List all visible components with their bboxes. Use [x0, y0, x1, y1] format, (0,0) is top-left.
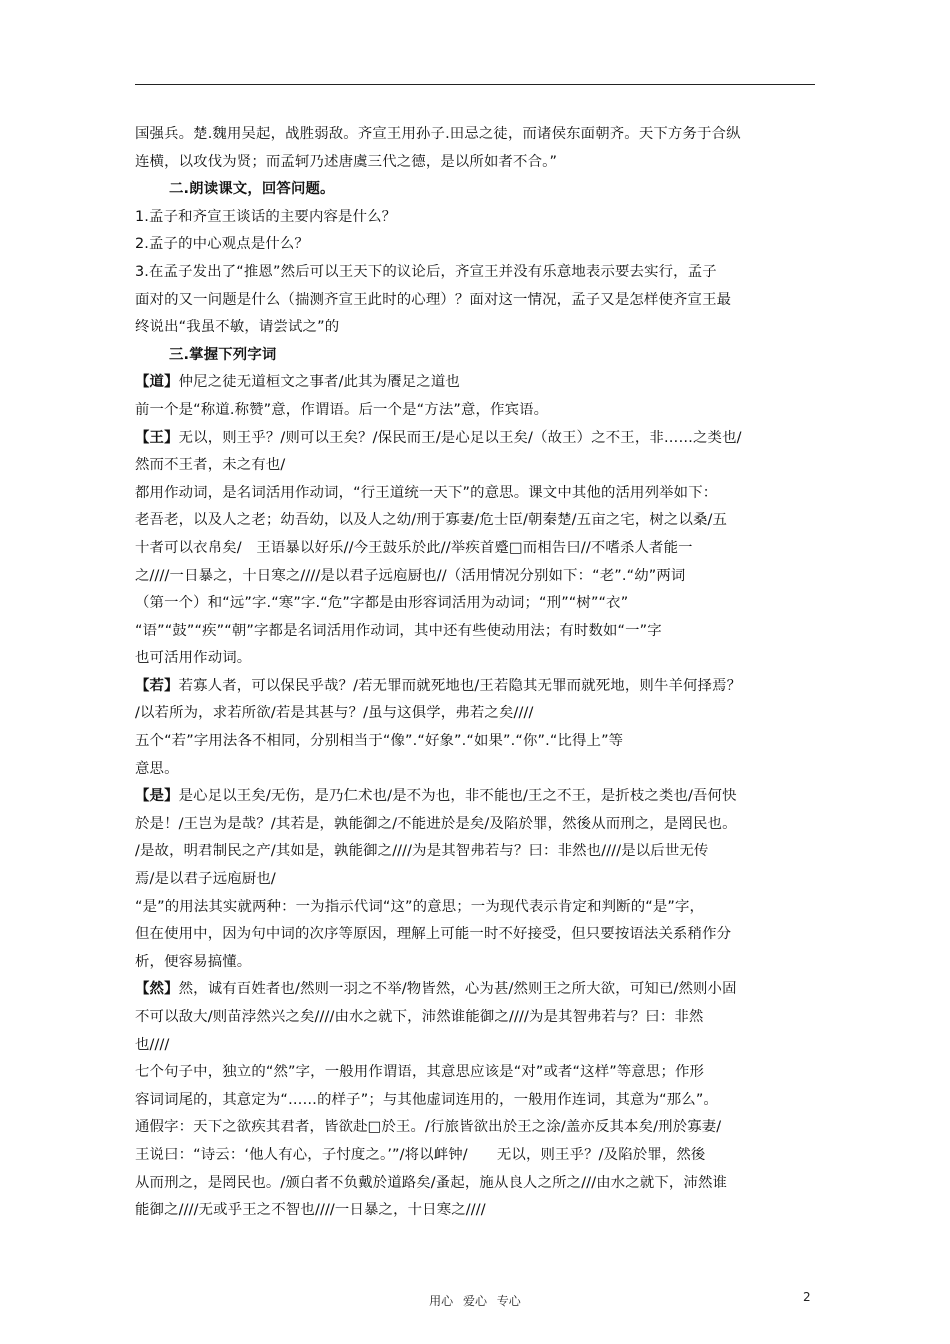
entry-ruo: [135, 673, 815, 701]
paragraph-line: “是”的用法其实就两种：一为指示代词“这”的意思；一为现代表示肯定和判断的“是”字，: [135, 898, 705, 915]
entry-dao: [135, 369, 815, 397]
entry-wang: [135, 425, 815, 453]
question-2: 2.孟子的中心观点是什么？: [135, 236, 309, 253]
page-number: 2: [803, 1290, 811, 1304]
paragraph-line: 面对的又一问题是什么（揣测齐宣王此时的心理）？面对这一情况，孟子又是怎样使齐宣王最: [135, 291, 732, 308]
paragraph-line: 王说曰：“诗云：‘他人有心，子忖度之。’”/将以衅钟/ 无以，则王乎？/及陷於罪，然後: [135, 1146, 706, 1163]
question-3: 3.在孟子发出了“推恩”然后可以王天下的议论后，齐宣王并没有乐意地表示要去实行，孟子: [135, 263, 717, 280]
paragraph-line: 不可以敌大/则苗浡然兴之矣////由水之就下，沛然谁能御之////为是其智弗若与？曰：非然: [135, 1009, 704, 1025]
question-1: 1.孟子和齐宣王谈话的主要内容是什么？: [135, 208, 397, 225]
paragraph-line: 通假字：天下之欲疾其君者，皆欲赴□於王。/行旅皆欲出於王之涂/盖亦反其本矣/刑於寡妻/: [135, 1119, 722, 1136]
paragraph-line: 之////一日暴之，十日寒之////是以君子远庖厨也//（活用情况分别如下：“老”.“幼”两词: [135, 567, 686, 584]
paragraph-line: 都用作动词，是名词活用作动词，“行王道统一天下”的意思。课文中其他的活用列举如下：: [135, 484, 718, 501]
word-tag: 【王】: [135, 429, 179, 446]
section-heading: 三.掌握下列字词: [169, 346, 277, 363]
entry-text: 若寡人者，可以保民乎哉？/若无罪而就死地也/王若隐其无罪而就死地，则牛羊何择焉？: [178, 677, 742, 694]
entry-text: 然，诚有百姓者也/然则一羽之不举/物皆然，心为甚/然则王之所大欲，可知已/然则小固: [178, 981, 737, 998]
section-heading: 二.朗读课文，回答问题。: [169, 181, 335, 198]
paragraph-line: /以若所为，求若所欲/若是其甚与？/虽与这俱学，弗若之矣////: [135, 705, 534, 722]
document-body: [135, 121, 815, 1225]
word-tag: 【若】: [135, 677, 179, 694]
paragraph-line: 析，便容易搞懂。: [135, 953, 252, 970]
paragraph-line: “语”“鼓”“疾”“朝”字都是名词活用作动词，其中还有些使动用法；有时数如“一”字: [135, 622, 662, 639]
entry-text: 无以，则王乎？/则可以王矣？/保民而王/是心足以王矣/（故王）之不王，非……之类也/: [178, 429, 742, 446]
paragraph-line: /是故，明君制民之产/其如是，孰能御之////为是其智弗若与？曰：非然也////是以后世无传: [135, 843, 709, 860]
entry-text: 仲尼之徒无道桓文之事者/此其为餍足之道也: [178, 374, 460, 391]
word-tag: 【是】: [135, 788, 179, 805]
paragraph-line: （第一个）和“远”字.“寒”字.“危”字都是由形容词活用为动词；“刑”“树”“衣”: [135, 595, 629, 612]
entry-shi: [135, 783, 815, 811]
paragraph-line: 老吾老，以及人之老；幼吾幼，以及人之幼/刑于寡妻/危士臣/朝秦楚/五亩之宅，树之以桑/五: [135, 512, 728, 529]
paragraph-line: 焉/是以君子远庖厨也/: [135, 871, 276, 888]
paragraph-line: 十者可以衣帛矣/ 王语暴以好乐//今王鼓乐於此//举疾首蹙□而相告曰//不嗜杀人者能一: [135, 539, 693, 556]
paragraph-line: 也可活用作动词。: [135, 650, 252, 667]
word-tag: 【道】: [135, 374, 179, 391]
word-tag: 【然】: [135, 981, 179, 998]
paragraph-line: 能御之////无或乎王之不智也////一日暴之，十日寒之////: [135, 1202, 486, 1219]
paragraph-line: 意思。: [135, 760, 179, 777]
footer-motto: 用心 爱心 专心: [429, 1294, 521, 1308]
paragraph-line: 连横，以攻伐为贤；而孟轲乃述唐虞三代之德，是以所如者不合。”: [135, 153, 558, 170]
entry-text: 是心足以王矣/无伤，是乃仁术也/是不为也，非不能也/王之不王，是折枝之类也/吾何快: [178, 788, 737, 805]
paragraph-line: 七个句子中，独立的“然”字，一般用作谓语，其意思应该是“对”或者“这样”等意思；作形: [135, 1064, 705, 1081]
paragraph-line: 终说出“我虽不敏，请尝试之”的: [135, 319, 340, 336]
paragraph-line: 於是！/王岂为是哉？/其若是，孰能御之/不能进於是矣/及陷於罪，然後从而刑之，是罔民也。: [135, 815, 737, 832]
paragraph-line: 也////: [135, 1036, 170, 1053]
paragraph-line: 国强兵。楚.魏用吴起，战胜弱敌。齐宣王用孙子.田忌之徒，而诸侯东面朝齐。天下方务于合纵: [135, 126, 741, 142]
header-rule: [135, 84, 815, 85]
paragraph-line: 前一个是“称道.称赞”意，作谓语。后一个是“方法”意，作宾语。: [135, 401, 549, 418]
paragraph-line: 但在使用中，因为句中词的次序等原因，理解上可能一时不好接受，但只要按语法关系稍作分: [135, 926, 732, 943]
paragraph-line: 然而不王者，未之有也/: [135, 457, 286, 474]
paragraph-line: 从而刑之，是罔民也。/颁白者不负戴於道路矣/蚤起，施从良人之所之///由水之就下，沛然谁: [135, 1174, 728, 1191]
paragraph-line: 容词词尾的，其意定为“……的样子”；与其他虚词连用的，一般用作连词，其意为“那么”。: [135, 1091, 718, 1108]
entry-ran: [135, 976, 815, 1004]
paragraph-line: 五个“若”字用法各不相同，分别相当于“像”.“好象”.“如果”.“你”.“比得上”等: [135, 733, 624, 750]
